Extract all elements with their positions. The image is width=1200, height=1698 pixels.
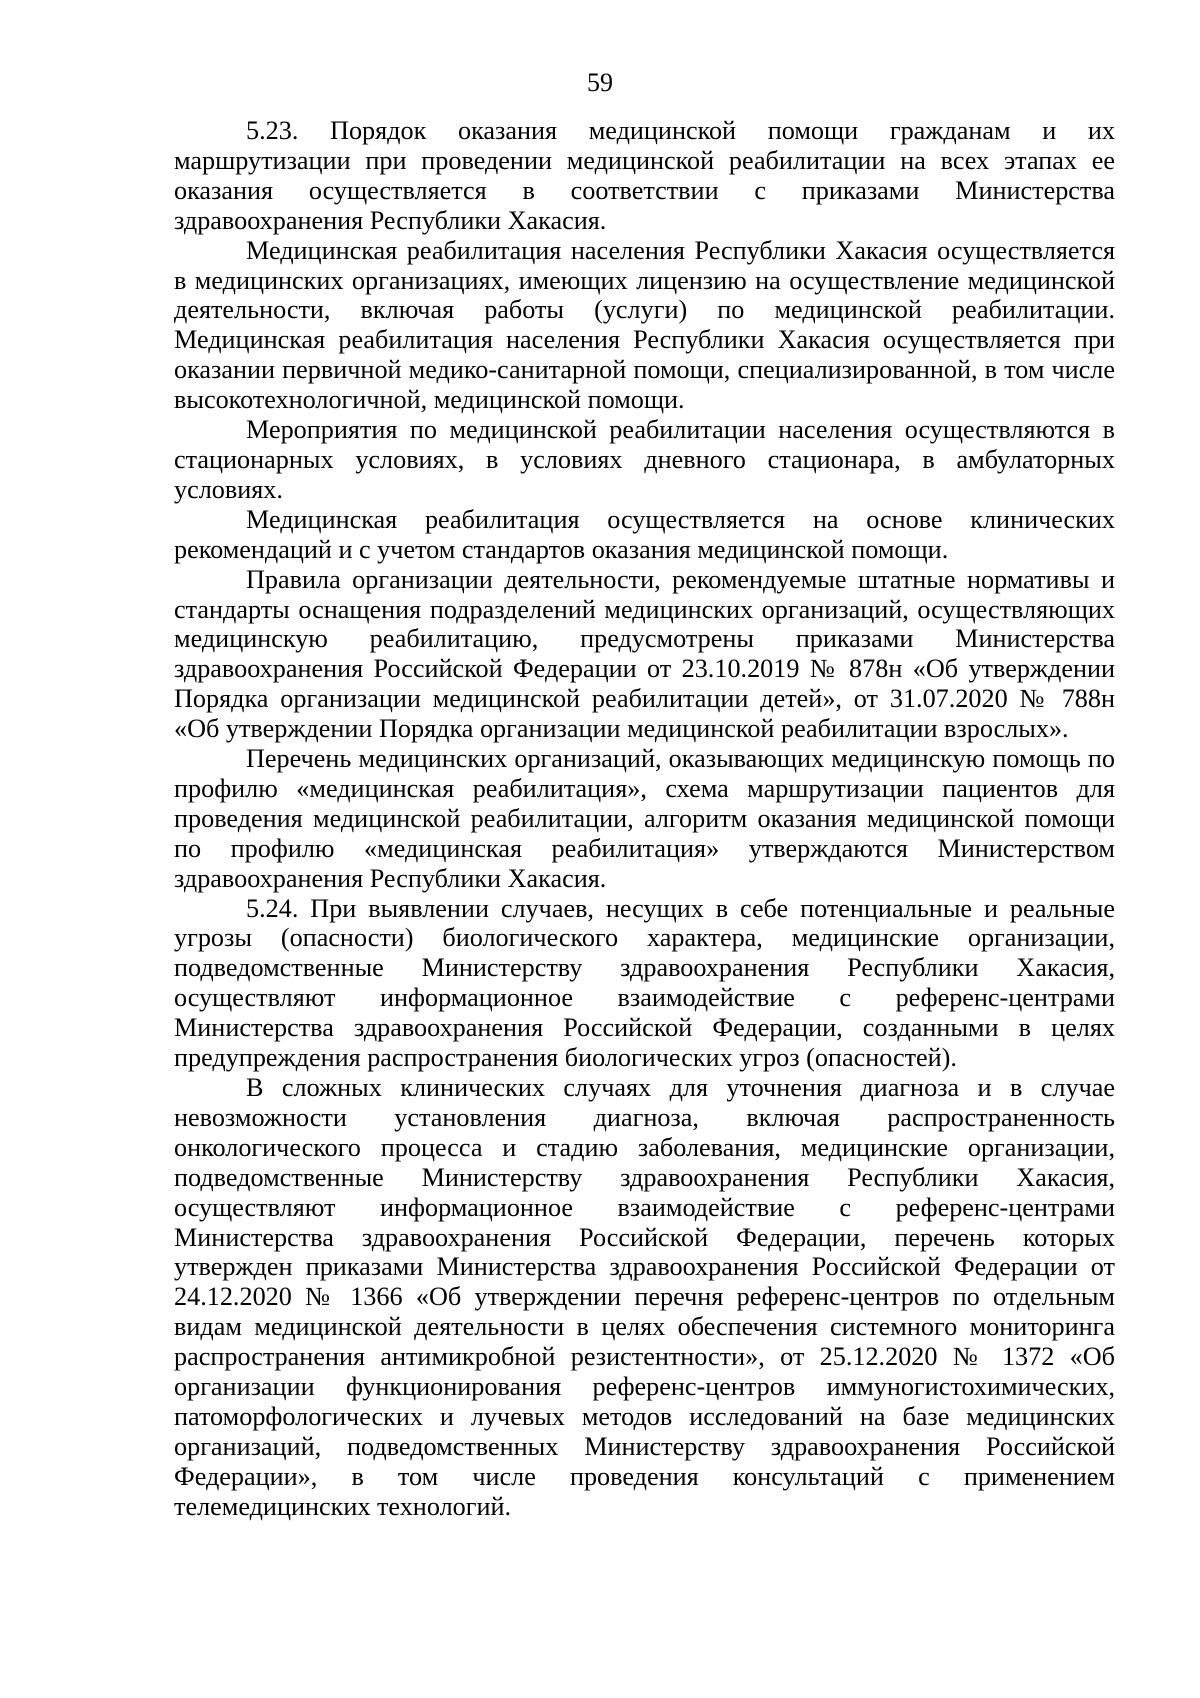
- paragraph-5-24: 5.24. При выявлении случаев, несущих в себе потенциальные и реальные угрозы (опасности) биологического характера, медицинские организации, подведомственные Министерству здравоохранения Республики Хакасия, осуществляют информационное взаимодействие с референс-центрами Министерства здравоохранения Российской Федерации, созданными в целях предупреждения распространения биологических угроз (опасностей).: [174, 893, 1115, 1073]
- paragraph-rehabilitation-organizations: Медицинская реабилитация населения Республики Хакасия осуществляется в медицинских организациях, имеющих лицензию на осуществление медицинской деятельности, включая работы (услуги) по медицинской реабилитации. Медицинская реабилитация населения Республики Хакасия осуществляется при оказании первичной медико-санитарной помощи, специализированной, в том числе высокотехнологичной, медицинской помощи.: [174, 235, 1115, 415]
- paragraph-5-23: 5.23. Порядок оказания медицинской помощи гражданам и их маршрутизации при проведении медицинской реабилитации на всех этапах ее оказания осуществляется в соответствии с приказами Министерства здравоохранения Республики Хакасия.: [174, 116, 1115, 235]
- paragraph-organizations-list: Перечень медицинских организаций, оказывающих медицинскую помощь по профилю «медицинская реабилитация», схема маршрутизации пациентов для проведения медицинской реабилитации, алгоритм оказания медицинской помощи по профилю «медицинская реабилитация» утверждаются Министерством здравоохранения Республики Хакасия.: [174, 744, 1115, 893]
- paragraph-complex-cases: В сложных клинических случаях для уточнения диагноза и в случае невозможности установления диагноза, включая распространенность онкологического процесса и стадию заболевания, медицинские организации, подведомственные Министерству здравоохранения Республики Хакасия, осуществляют информационное взаимодействие с референс-центрами Министерства здравоохранения Российской Федерации, перечень которых утвержден приказами Министерства здравоохранения Российской Федерации от 24.12.2020 № 1366 «Об утверждении перечня референс-центров по отдельным видам медицинской деятельности в целях обеспечения системного мониторинга распространения антимикробной резистентности», от 25.12.2020 № 1372 «Об организации функционирования референс-центров иммуногистохимических, патоморфологических и лучевых методов исследований на базе медицинских организаций, подведомственных Министерству здравоохранения Российской Федерации», в том числе проведения консультаций с применением телемедицинских технологий.: [174, 1073, 1115, 1521]
- document-body: [174, 116, 1115, 1522]
- paragraph-rehabilitation-conditions: Мероприятия по медицинской реабилитации населения осуществляются в стационарных условиях, в условиях дневного стационара, в амбулаторных условиях.: [174, 415, 1115, 504]
- paragraph-clinical-recommendations: Медицинская реабилитация осуществляется на основе клинических рекомендаций и с учетом стандартов оказания медицинской помощи.: [174, 504, 1115, 564]
- page-number: 59: [587, 68, 613, 97]
- paragraph-organization-rules: Правила организации деятельности, рекомендуемые штатные нормативы и стандарты оснащения подразделений медицинских организаций, осуществляющих медицинскую реабилитацию, предусмотрены приказами Министерства здравоохранения Российской Федерации от 23.10.2019 № 878н «Об утверждении Порядка организации медицинской реабилитации детей», от 31.07.2020 № 788н «Об утверждении Порядка организации медицинской реабилитации взрослых».: [174, 564, 1115, 744]
